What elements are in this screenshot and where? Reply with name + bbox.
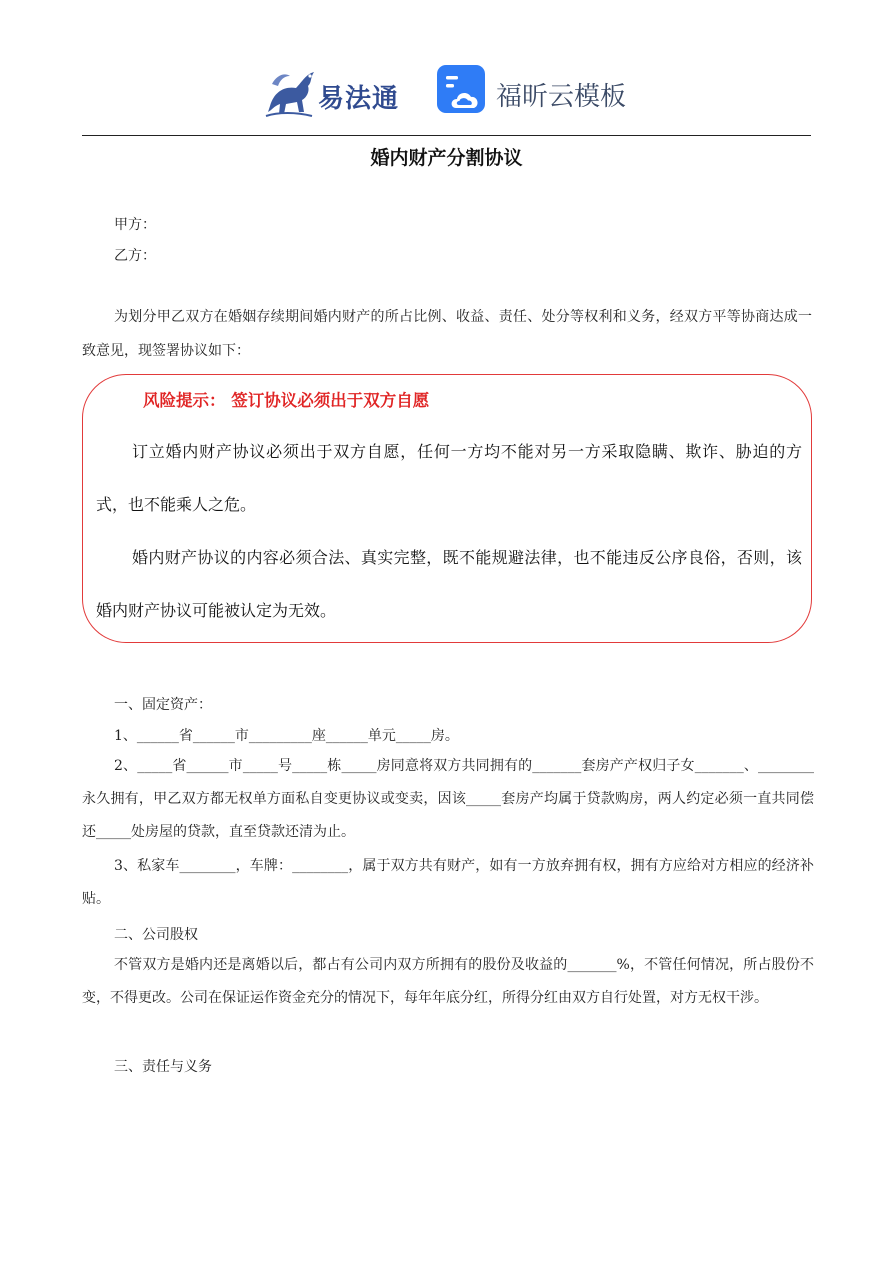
fuxin-brand-text: 福昕云模板 [496,82,627,112]
fuxin-cloud-icon [436,64,488,116]
section-1-title: 一、固定资产： [114,697,212,713]
risk-notice-box [82,374,812,643]
preamble-paragraph: 为划分甲乙双方在婚姻存续期间婚内财产的所占比例、收益、责任、处分等权利和义务，经双方平等协商达成一致意见，现签署协议如下： [82,309,812,359]
party-a-label: 甲方： [114,217,156,233]
yifatong-brand-text: 易法通 [318,84,400,114]
section-1-item-3: 3、私家车________，车牌：________，属于双方共有财产，如有一方放弃拥有权，拥有方应给对方相应的经济补贴。 [82,858,814,907]
fuxin-logo [436,64,636,118]
section-2-title: 二、公司股权 [114,927,198,943]
section-1-item-2: 2、_____省______市_____号_____栋_____房同意将双方共同拥有的_______套房产产权归子女_______、________永久拥有，甲乙双方都无权单方面私自变更协议或变卖，因该_____套房产均属于贷款购房，两人约定必须一直共同偿还_____处房屋的贷款，直至贷款还清为止。 [82,758,814,840]
section-1-item-1: 1、______省______市_________座______单元_____房。 [114,728,459,744]
party-b-label: 乙方： [114,248,156,264]
document-title: 婚内财产分割协议 [370,147,523,169]
section-2-body: 不管双方是婚内还是离婚以后，都占有公司内双方所拥有的股份及收益的_______%，不管任何情况，所占股份不变，不得更改。公司在保证运作资金充分的情况下，每年年底分红，所得分红由双方自行处置，对方无权干涉。 [82,957,814,1006]
page-header [0,56,893,126]
qilin-icon [262,62,320,120]
header-divider [82,135,811,136]
risk-notice-paragraph-2: 婚内财产协议的内容必须合法、真实完整，既不能规避法律，也不能违反公序良俗，否则，该婚内财产协议可能被认定为无效。 [96,548,802,620]
risk-notice-paragraph-1: 订立婚内财产协议必须出于双方自愿，任何一方均不能对另一方采取隐瞒、欺诈、胁迫的方式，也不能乘人之危。 [96,442,802,514]
yifatong-logo [262,62,412,118]
risk-notice-title: 风险提示： 签订协议必须出于双方自愿 [143,391,430,410]
section-3-title: 三、责任与义务 [114,1059,212,1075]
